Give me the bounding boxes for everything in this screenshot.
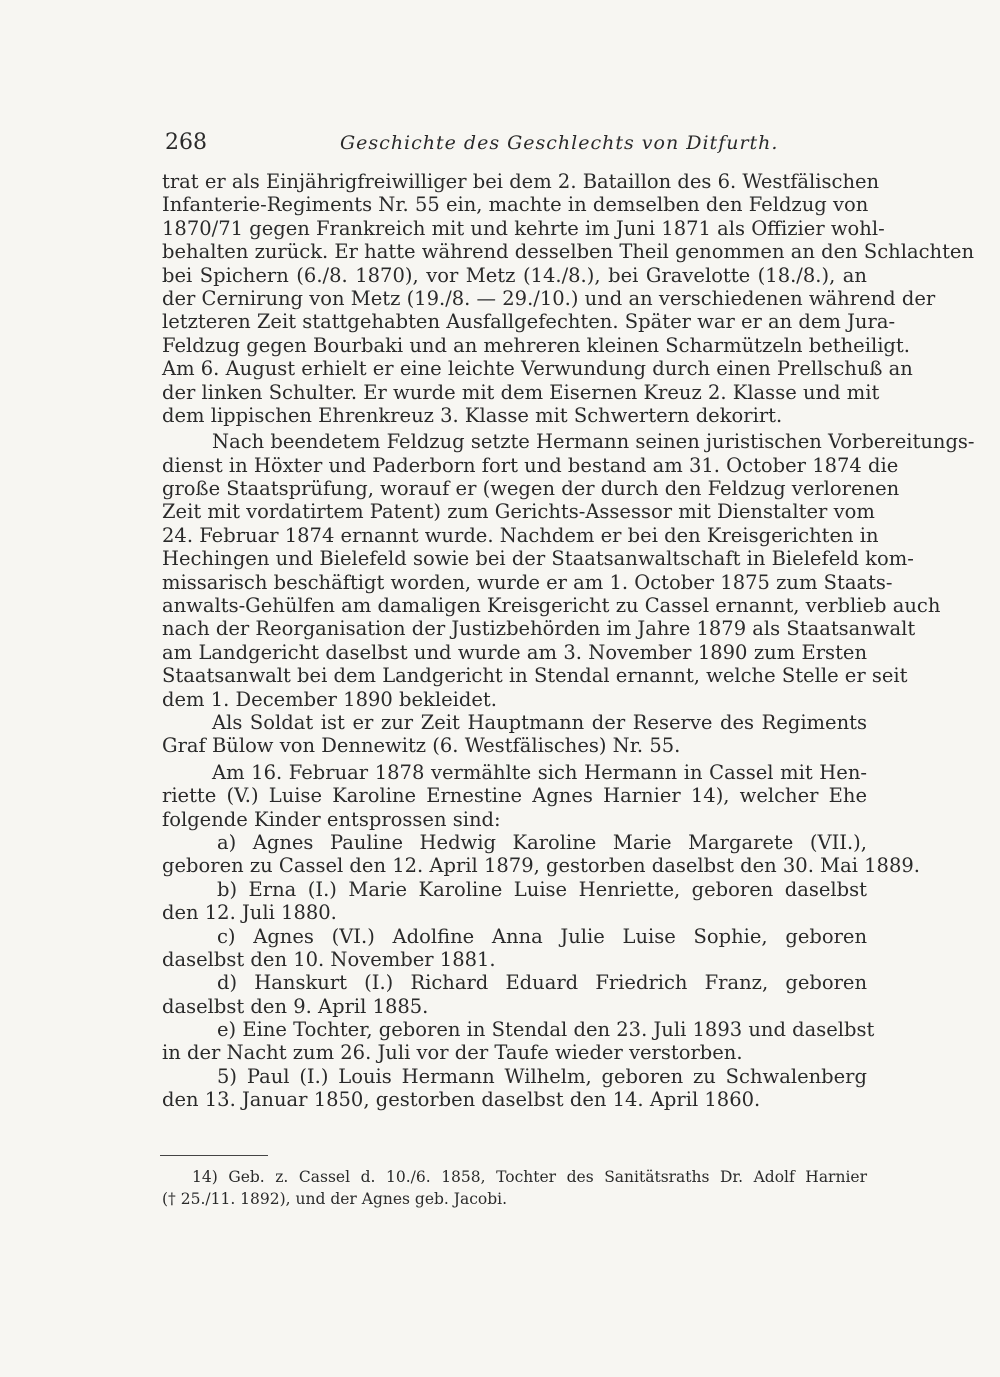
running-title: Geschichte des Geschlechts von Ditfurth. [340, 132, 779, 154]
text-line: dienst in Höxter und Paderborn fort und bestand am 31. October 1874 die [162, 453, 899, 477]
text-line: Feldzug gegen Bourbaki und an mehreren kleinen Scharmützeln betheiligt. [162, 333, 910, 357]
footnote-line: 14) Geb. z. Cassel d. 10./6. 1858, Tochter des Sanitätsraths Dr. Adolf Harnier [192, 1168, 867, 1186]
text-line: Staatsanwalt bei dem Landgericht in Stendal ernannt, welche Stelle er seit [162, 664, 908, 688]
text-line: den 13. Januar 1850, gestorben daselbst den 14. April 1860. [162, 1088, 761, 1112]
text-line: trat er als Einjährigfreiwilliger bei dem 2. Bataillon des 6. Westfälischen [162, 170, 880, 193]
text-line: missarisch beschäftigt worden, wurde er am 1. October 1875 zum Staats- [162, 570, 893, 594]
list-item-5: 5) Paul (I.) Louis Hermann Wilhelm, geboren zu Schwalenberg [217, 1064, 867, 1088]
text-line: der Cernirung von Metz (19./8. — 29./10.) und an verschiedenen während der [162, 286, 936, 310]
list-item-c: c) Agnes (VI.) Adolfine Anna Julie Luise Sophie, geboren [217, 924, 867, 948]
text-line: Am 16. Februar 1878 vermählte sich Hermann in Cassel mit Hen- [212, 760, 867, 784]
text-line: dem 1. December 1890 bekleidet. [162, 687, 497, 711]
list-item-b: b) Erna (I.) Marie Karoline Luise Henriette, geboren daselbst [217, 877, 867, 901]
footnote-divider [160, 1155, 268, 1156]
list-item-d: d) Hanskurt (I.) Richard Eduard Friedrich Franz, geboren [217, 971, 867, 995]
text-line: folgende Kinder entsprossen sind: [162, 807, 501, 831]
text-line: große Staatsprüfung, worauf er (wegen der durch den Feldzug verlorenen [162, 477, 900, 501]
footnote-line: († 25./11. 1892), und der Agnes geb. Jacobi. [162, 1190, 508, 1208]
text-line: Hechingen und Bielefeld sowie bei der Staatsanwaltschaft in Bielefeld kom- [162, 547, 914, 571]
text-line: der linken Schulter. Er wurde mit dem Eisernen Kreuz 2. Klasse und mit [162, 380, 880, 404]
text-line: in der Nacht zum 26. Juli vor der Taufe wieder verstorben. [162, 1041, 743, 1065]
page-number: 268 [165, 130, 207, 155]
text-line: Am 6. August erhielt er eine leichte Verwundung durch einen Prellschuß an [162, 357, 913, 381]
list-item-e: e) Eine Tochter, geboren in Stendal den 23. Juli 1893 und daselbst [217, 1018, 875, 1042]
text-line: geboren zu Cassel den 12. April 1879, gestorben daselbst den 30. Mai 1889. [162, 854, 920, 878]
text-line: daselbst den 10. November 1881. [162, 947, 496, 971]
text-line: Zeit mit vordatirtem Patent) zum Gerichts-Assessor mit Dienstalter vom [162, 500, 875, 524]
text-line: anwalts-Gehülfen am damaligen Kreisgericht zu Cassel ernannt, verblieb auch [162, 594, 941, 618]
text-line: riette (V.) Luise Karoline Ernestine Agnes Harnier 14), welcher Ehe [162, 784, 867, 808]
text-line: Als Soldat ist er zur Zeit Hauptmann der Reserve des Regiments [212, 710, 867, 734]
text-line: den 12. Juli 1880. [162, 901, 337, 925]
text-line: nach der Reorganisation der Justizbehörden im Jahre 1879 als Staatsanwalt [162, 617, 916, 641]
text-line: behalten zurück. Er hatte während desselben Theil genommen an den Schlachten [162, 240, 975, 264]
text-line: bei Spichern (6./8. 1870), vor Metz (14./8.), bei Gravelotte (18./8.), an [162, 263, 867, 287]
text-line: 1870/71 gegen Frankreich mit und kehrte im Juni 1871 als Offizier wohl- [162, 216, 885, 240]
text-line: Nach beendetem Feldzug setzte Hermann seinen juristischen Vorbereitungs- [212, 430, 975, 454]
text-line: letzteren Zeit stattgehabten Ausfallgefechten. Später war er an dem Jura- [162, 310, 896, 334]
text-line: Infanterie-Regiments Nr. 55 ein, machte in demselben den Feldzug von [162, 193, 869, 217]
text-line: dem lippischen Ehrenkreuz 3. Klasse mit Schwertern dekorirt. [162, 403, 783, 427]
body-text [162, 170, 975, 1112]
text-line: Graf Bülow von Dennewitz (6. Westfälisches) Nr. 55. [162, 734, 681, 758]
text-line: am Landgericht daselbst und wurde am 3. November 1890 zum Ersten [162, 640, 867, 664]
page-header [165, 130, 865, 160]
list-item-a: a) Agnes Pauline Hedwig Karoline Marie Margarete (VII.), [217, 830, 867, 854]
text-line: daselbst den 9. April 1885. [162, 994, 429, 1018]
footnotes [162, 1166, 867, 1210]
text-line: 24. Februar 1874 ernannt wurde. Nachdem er bei den Kreisgerichten in [162, 523, 879, 547]
